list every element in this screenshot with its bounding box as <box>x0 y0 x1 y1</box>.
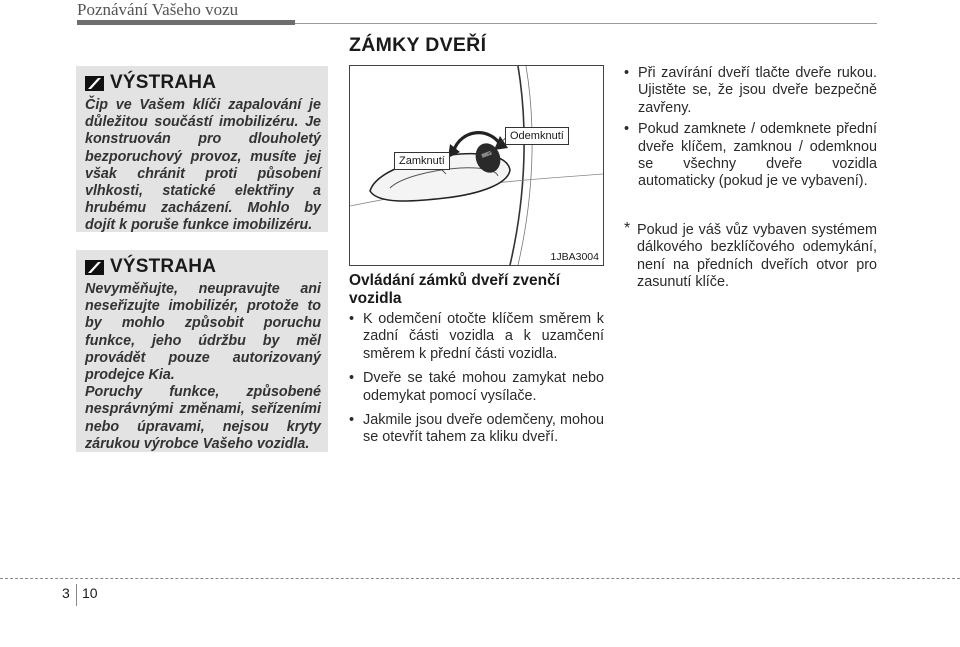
note-text: Pokud je váš vůz vybaven systémem dálkového bezklíčového odemykání, není na předních dveřích otvor pro zasunutí klíče. <box>637 222 877 291</box>
section-number: 3 <box>62 585 70 601</box>
bullet-list <box>349 311 604 454</box>
footer-rule <box>0 578 960 579</box>
header-rule <box>295 23 877 24</box>
warning-box-2 <box>76 250 328 452</box>
warning-icon <box>85 76 104 91</box>
unlock-callout: Odemknutí <box>505 127 569 145</box>
list-item: • K odemčení otočte klíčem směrem k zadní části vozidla a k uzamčení směrem k přední části vozidla. <box>349 311 604 363</box>
warning-text <box>85 97 321 235</box>
list-item: • Dveře se také mohou zamykat nebo odemykat pomocí vysílače. <box>349 370 604 405</box>
footer-separator <box>76 584 77 606</box>
page-number: 10 <box>82 585 98 601</box>
warning-paragraph: Nevyměňujte, neupravujte ani neseřizujte imobilizér, protože to by mohlo způsobit poruchu funkce, jeho údržbu by měl provádět pouze autorizovaný prodejce Kia. <box>85 281 321 384</box>
list-item: • Při zavírání dveří tlačte dveře rukou. Ujistěte se, že jsou dveře bezpečně zavřeny. <box>624 65 877 117</box>
header-title: Poznávání Vašeho vozu <box>77 0 239 19</box>
list-item: • Jakmile jsou dveře odemčeny, mohou se otevřít tahem za kliku dveří. <box>349 412 604 447</box>
door-handle-illustration <box>350 66 603 265</box>
note-marker: * <box>624 220 631 237</box>
warning-heading: VÝSTRAHA <box>110 256 217 277</box>
warning-paragraph: Poruchy funkce, způsobené nesprávnými změnami, seřízeními nebo úpravami, nejsou kryty zárukou výrobce Vašeho vozidla. <box>85 384 321 452</box>
list-item: • Pokud zamknete / odemknete přední dveře klíčem, zamknou / odemknou se všechny dveře vozidla automaticky (pokud je ve vybavení). <box>624 121 877 191</box>
bullet-list <box>624 65 877 195</box>
figure-code: 1JBA3004 <box>550 251 599 263</box>
subsection-title: Ovládání zámků dveří zvenčí vozidla <box>349 272 561 307</box>
lock-callout: Zamknutí <box>394 152 450 170</box>
warning-paragraph: Čip ve Vašem klíči zapalování je důležitou součástí imobilizéru. Je konstruován pro dlouholetý bezporuchový provoz, musíte jej však chránit proti působení vlhkosti, statické elektřiny a hrubému zacházení. Mohlo by dojít k poruše funkce imobilizéru. <box>85 97 321 234</box>
warning-icon <box>85 260 104 275</box>
warning-heading: VÝSTRAHA <box>110 72 217 93</box>
warning-box-1 <box>76 66 328 232</box>
header-bar <box>77 20 295 25</box>
door-lock-figure <box>349 65 604 266</box>
note <box>624 222 877 292</box>
section-title: ZÁMKY DVEŘÍ <box>349 34 487 56</box>
warning-text <box>85 281 321 453</box>
